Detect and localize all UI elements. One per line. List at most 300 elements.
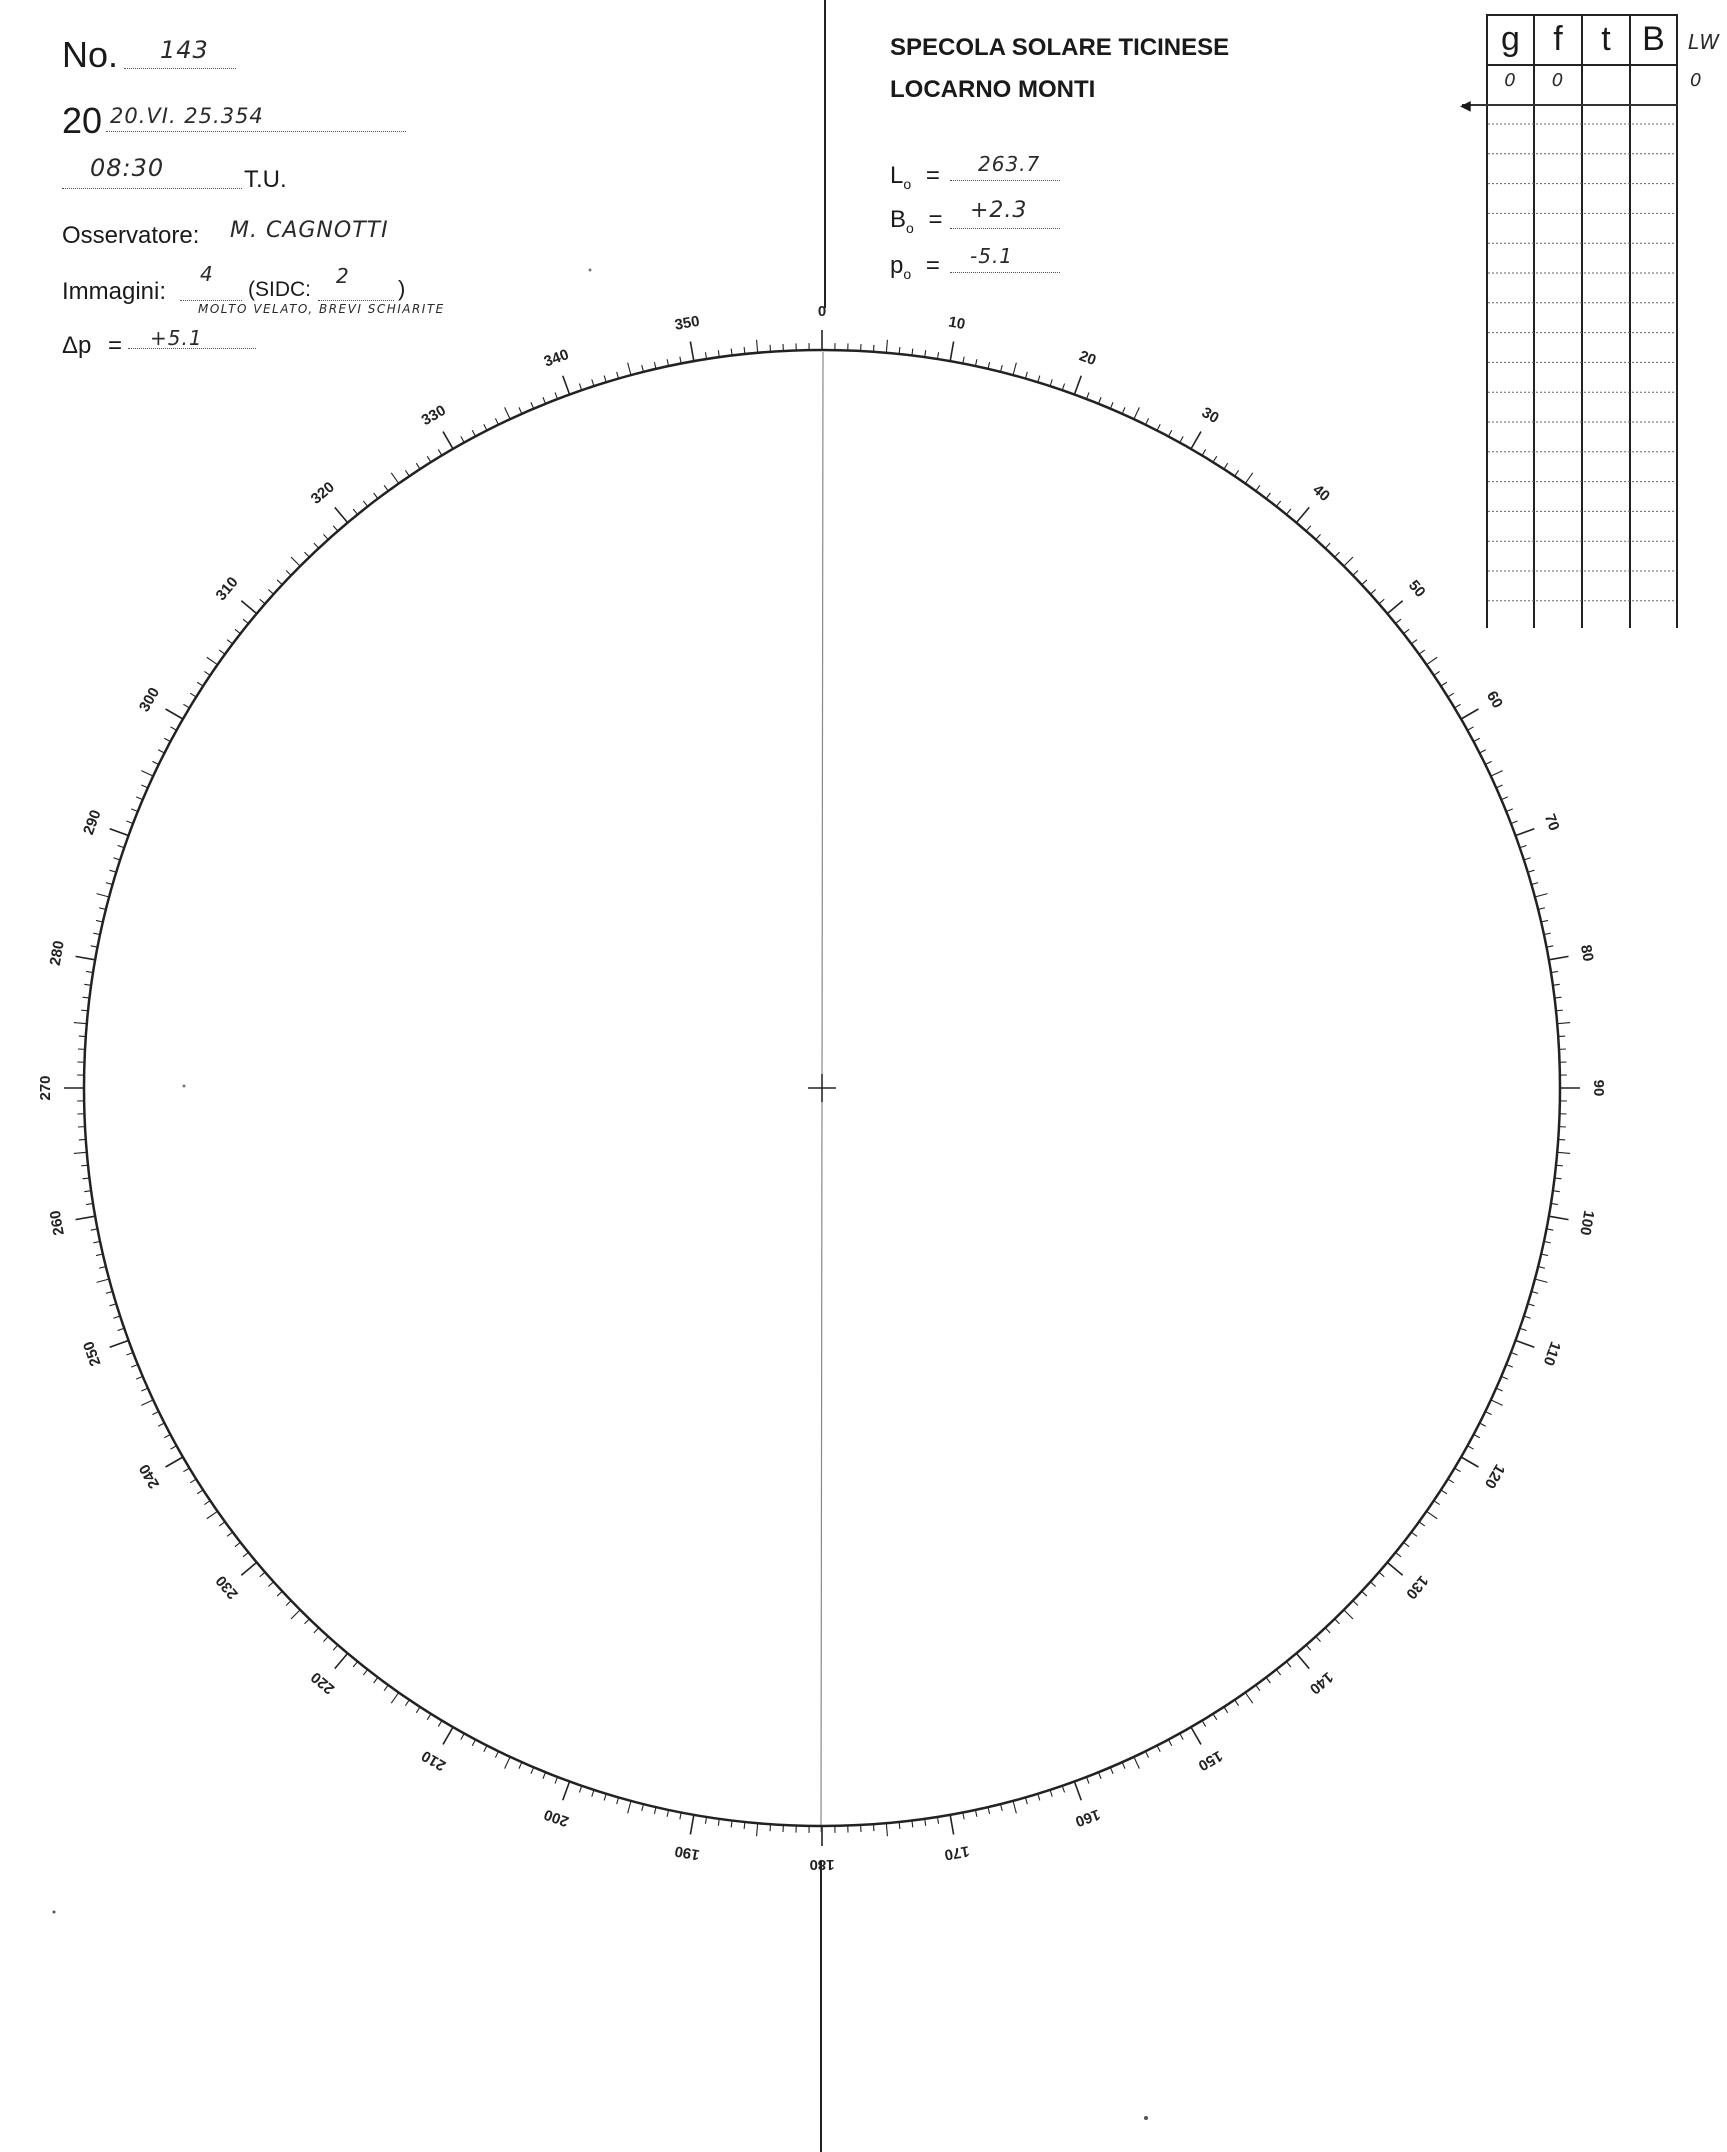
angle-tick: [1266, 1677, 1270, 1683]
angle-tick: [690, 1815, 693, 1835]
angle-tick: [304, 552, 309, 557]
angle-tick: [304, 1619, 309, 1624]
angle-tick: [1506, 1364, 1512, 1367]
angle-tick: [604, 376, 606, 383]
angle-tick: [141, 785, 147, 788]
angle-tick: [1296, 507, 1309, 522]
angle-label-100: 100: [1576, 1209, 1598, 1237]
angle-tick: [204, 1501, 210, 1505]
angle-tick: [1524, 1316, 1531, 1318]
angle-tick: [204, 671, 210, 675]
angle-tick: [667, 1810, 668, 1817]
no-value: 143: [160, 36, 209, 64]
angle-tick: [314, 1628, 319, 1633]
angle-tick: [1224, 463, 1228, 469]
angle-tick: [1491, 771, 1503, 776]
sidc-value: 2: [336, 264, 350, 288]
angle-tick: [950, 1815, 953, 1835]
angle-tick: [243, 1552, 248, 1556]
angle-tick: [1427, 1511, 1438, 1518]
angle-tick: [1511, 821, 1518, 824]
angle-tick: [1344, 557, 1353, 566]
dp-value: +5.1: [150, 326, 203, 350]
angle-tick: [628, 1801, 631, 1814]
angle-label-350: 350: [673, 312, 701, 334]
dp-eq: =: [108, 332, 123, 359]
angle-tick: [1353, 570, 1358, 575]
angle-tick: [1013, 1801, 1016, 1814]
row1-g: 0: [1504, 70, 1517, 91]
angle-tick: [1441, 1490, 1447, 1494]
angle-label-140: 140: [1306, 1668, 1337, 1698]
angle-tick: [1344, 1610, 1353, 1619]
angle-tick: [886, 1823, 887, 1836]
angle-tick: [1050, 1790, 1052, 1797]
angle-tick: [1461, 709, 1478, 719]
angle-tick: [353, 1662, 357, 1667]
angle-tick: [227, 1532, 233, 1536]
lw-value: 0: [1690, 70, 1703, 91]
angle-tick: [323, 534, 328, 539]
angle-tick: [1379, 599, 1384, 604]
angle-tick: [1235, 1700, 1239, 1706]
no-label: No.: [62, 34, 119, 75]
angle-tick: [166, 709, 183, 719]
angle-tick: [416, 1707, 420, 1713]
angle-tick: [1306, 526, 1311, 531]
p0-sub: o: [903, 265, 912, 282]
angle-tick: [1050, 379, 1052, 386]
angle-tick: [118, 1328, 125, 1330]
angle-label-340: 340: [541, 346, 572, 371]
angle-tick: [975, 359, 976, 366]
date-value: 20.VI. 25.354: [110, 104, 264, 128]
angle-tick: [1496, 785, 1502, 788]
angle-tick: [1411, 1532, 1417, 1536]
angle-tick: [654, 362, 656, 369]
angle-tick: [227, 640, 233, 644]
angle-tick: [484, 1746, 487, 1752]
angle-tick: [1496, 1388, 1502, 1391]
angle-tick: [1411, 640, 1417, 644]
angle-tick: [1168, 430, 1171, 436]
angle-tick: [1404, 1542, 1410, 1546]
angle-tick: [484, 424, 487, 430]
angle-tick: [1461, 1457, 1478, 1467]
angle-tick: [1528, 870, 1535, 872]
angle-tick: [416, 463, 420, 469]
row1-f: 0: [1551, 70, 1565, 91]
angle-tick: [899, 1822, 900, 1829]
angle-tick: [197, 1490, 203, 1494]
angle-tick: [96, 920, 103, 922]
angle-tick: [975, 1810, 976, 1817]
time-value: 08:30: [90, 154, 165, 182]
angle-label-130: 130: [1402, 1572, 1432, 1603]
angle-tick: [1213, 456, 1217, 462]
angle-tick: [1379, 1572, 1384, 1577]
angle-tick: [1520, 845, 1527, 847]
angle-label-20: 20: [1076, 347, 1099, 370]
images-value: 4: [200, 262, 214, 286]
b0-eq: =: [928, 206, 943, 233]
b0-label: B: [890, 206, 907, 233]
angle-tick: [1485, 1412, 1491, 1415]
angle-tick: [235, 629, 241, 633]
table-row-lines: [1488, 124, 1676, 601]
angle-tick: [170, 727, 176, 730]
l0-value: 263.7: [978, 152, 1041, 176]
angle-label-290: 290: [80, 807, 105, 838]
angle-tick: [110, 870, 117, 872]
angle-tick: [96, 1254, 103, 1256]
angle-tick: [136, 797, 142, 800]
angle-tick: [1434, 671, 1440, 675]
angle-tick: [1213, 1714, 1217, 1720]
angle-tick: [126, 821, 133, 824]
angle-label-210: 210: [418, 1746, 449, 1775]
angle-tick: [1286, 509, 1290, 514]
angle-tick: [126, 1352, 133, 1355]
angle-tick: [667, 359, 668, 366]
l0-sub: o: [903, 175, 912, 192]
images-label: Immagini:: [62, 278, 167, 305]
angle-tick: [543, 1772, 546, 1778]
angle-tick: [243, 619, 248, 623]
angle-tick: [1387, 1562, 1402, 1575]
angle-tick: [1325, 1628, 1330, 1633]
angle-label-310: 310: [212, 573, 242, 604]
angle-tick: [190, 1479, 196, 1483]
speck: [589, 269, 592, 272]
angle-label-190: 190: [673, 1842, 701, 1864]
angle-tick: [472, 1740, 475, 1746]
angle-tick: [333, 526, 338, 531]
angle-tick: [314, 543, 319, 548]
angle-tick: [1480, 1423, 1486, 1426]
angle-tick: [235, 1542, 241, 1546]
p0-value: -5.1: [970, 244, 1014, 268]
angle-label-40: 40: [1309, 481, 1334, 506]
angle-tick: [1098, 397, 1101, 403]
angle-tick: [1419, 650, 1425, 654]
lw-header: LW: [1688, 30, 1721, 54]
angle-label-230: 230: [212, 1572, 242, 1603]
angle-tick: [1544, 933, 1551, 934]
angle-tick: [81, 1010, 88, 1011]
angle-tick: [207, 657, 218, 664]
angle-tick: [1455, 704, 1461, 708]
angle-tick: [1266, 493, 1270, 499]
angle-tick: [113, 858, 120, 860]
angle-tick: [1122, 1762, 1125, 1768]
angle-tick: [76, 1216, 96, 1219]
angle-tick: [1353, 1601, 1358, 1606]
b0-sub: o: [906, 219, 914, 236]
angle-tick: [757, 1823, 758, 1836]
angle-tick: [988, 362, 990, 369]
angle-label-300: 300: [135, 684, 164, 715]
angle-tick: [1306, 1645, 1311, 1650]
angle-tick: [1146, 418, 1149, 424]
col-header-f: f: [1553, 20, 1563, 58]
angle-tick: [166, 1457, 183, 1467]
angle-tick: [1146, 1751, 1149, 1757]
angle-label-0: 0: [817, 302, 827, 320]
angle-tick: [374, 493, 378, 499]
angle-tick: [1157, 424, 1160, 430]
angle-tick: [1316, 1636, 1321, 1641]
angle-tick: [164, 1434, 170, 1437]
angle-tick: [505, 407, 510, 419]
angle-tick: [1511, 1352, 1518, 1355]
angle-tick: [268, 589, 273, 594]
angle-tick: [74, 1023, 87, 1024]
angle-tick: [1013, 363, 1016, 376]
angle-label-330: 330: [418, 401, 449, 430]
angle-tick: [563, 376, 570, 395]
angle-tick: [197, 682, 203, 686]
angle-tick: [260, 1572, 265, 1577]
l0-label: L: [890, 162, 904, 189]
angle-label-60: 60: [1482, 688, 1507, 712]
angle-tick: [1441, 682, 1447, 686]
angle-tick: [286, 570, 291, 575]
angle-tick: [1098, 1772, 1101, 1778]
p0-label: p: [890, 252, 904, 279]
angle-tick: [1325, 543, 1330, 548]
speck: [1144, 2116, 1148, 2120]
b0-value: +2.3: [970, 198, 1028, 223]
angle-tick: [654, 1807, 656, 1814]
angle-tick: [353, 509, 357, 514]
angle-tick: [219, 1522, 225, 1526]
angle-tick: [1038, 376, 1040, 383]
angle-tick: [628, 363, 631, 376]
angle-tick: [519, 407, 522, 413]
angle-tick: [335, 1653, 348, 1668]
angle-tick: [1427, 657, 1438, 664]
angle-tick: [384, 485, 388, 491]
angle-tick: [97, 894, 110, 897]
angle-label-170: 170: [943, 1842, 971, 1864]
angle-tick: [1520, 1328, 1527, 1330]
angle-tick: [190, 693, 196, 697]
angle-tick: [277, 580, 282, 585]
angle-tick: [207, 1511, 218, 1518]
angle-tick: [113, 1316, 120, 1318]
angle-tick: [291, 557, 300, 566]
angle-tick: [183, 1468, 189, 1472]
angle-tick: [363, 1670, 367, 1676]
angle-tick: [1276, 501, 1280, 507]
angle-tick: [1086, 1777, 1089, 1784]
angle-tick: [579, 1786, 581, 1793]
angle-label-110: 110: [1539, 1339, 1564, 1368]
angle-tick: [495, 418, 498, 424]
angle-tick: [1062, 1786, 1064, 1793]
angle-tick: [505, 1757, 510, 1769]
angle-tick: [1276, 1670, 1280, 1676]
angle-tick: [333, 1645, 338, 1650]
angle-tick: [1455, 1468, 1461, 1472]
angle-tick: [1256, 485, 1260, 491]
angle-tick: [1122, 407, 1125, 413]
speck: [53, 1911, 56, 1914]
angle-tick: [1541, 920, 1548, 922]
angle-tick: [1549, 1216, 1569, 1219]
angle-tick: [1474, 738, 1480, 741]
angle-tick: [1528, 1304, 1535, 1306]
angle-tick: [158, 1423, 164, 1426]
angle-tick: [384, 1685, 388, 1691]
angle-tick: [363, 501, 367, 507]
angle-tick: [1501, 1376, 1507, 1379]
angle-tick: [744, 1822, 745, 1829]
angle-tick: [1202, 1721, 1206, 1727]
angle-tick: [152, 1412, 158, 1415]
angle-tick: [461, 1733, 464, 1739]
angle-tick: [1501, 797, 1507, 800]
angle-tick: [1524, 858, 1531, 860]
angle-tick: [604, 1794, 606, 1801]
angle-tick: [141, 1388, 147, 1391]
angle-tick: [1074, 376, 1081, 395]
angle-tick: [886, 340, 887, 353]
angle-tick: [286, 1601, 291, 1606]
angle-label-260: 260: [46, 1209, 68, 1237]
angle-tick: [579, 384, 581, 391]
angle-tick: [1180, 1733, 1183, 1739]
angle-tick: [158, 750, 164, 753]
year-prefix: 20: [62, 100, 103, 141]
angle-tick: [1157, 1746, 1160, 1752]
angle-tick: [1544, 1241, 1551, 1242]
angle-tick: [438, 1721, 442, 1727]
angle-tick: [1335, 552, 1340, 557]
angle-tick: [592, 379, 594, 386]
angle-label-250: 250: [80, 1338, 105, 1369]
angle-tick: [427, 456, 431, 462]
angle-tick: [555, 392, 558, 399]
angle-tick: [1506, 809, 1512, 812]
angle-tick: [110, 1304, 117, 1306]
angle-label-70: 70: [1540, 811, 1563, 834]
angle-tick: [268, 1582, 273, 1587]
angle-label-270: 270: [36, 1075, 54, 1101]
angle-tick: [1062, 384, 1064, 391]
angle-tick: [1404, 629, 1410, 633]
angle-tick: [1038, 1794, 1040, 1801]
institution-name: SPECOLA SOLARE TICINESE: [890, 34, 1230, 61]
angle-tick: [988, 1807, 990, 1814]
angle-tick: [592, 1790, 594, 1797]
angle-tick: [152, 761, 158, 764]
sidc-label: (SIDC:: [248, 278, 311, 301]
angle-tick: [110, 829, 129, 836]
angle-tick: [76, 956, 96, 959]
angle-tick: [141, 771, 153, 776]
angle-tick: [563, 1781, 570, 1800]
angle-tick: [519, 1762, 522, 1768]
dp-label: Δp: [62, 332, 92, 359]
angle-tick: [531, 1767, 534, 1773]
angle-tick: [1256, 1685, 1260, 1691]
angle-tick: [405, 1700, 409, 1706]
angle-tick: [1535, 1279, 1548, 1282]
angle-tick: [1556, 1010, 1563, 1011]
angle-tick: [1086, 392, 1089, 399]
angle-tick: [1191, 432, 1201, 449]
angle-tick: [1370, 1582, 1375, 1587]
angle-tick: [744, 347, 745, 354]
angle-tick: [1316, 534, 1321, 539]
angle-tick: [136, 1376, 142, 1379]
angle-tick: [1467, 1446, 1473, 1449]
l0-eq: =: [925, 162, 940, 189]
angle-tick: [391, 473, 398, 484]
angle-tick: [1491, 1400, 1503, 1405]
angle-label-220: 220: [307, 1668, 338, 1698]
angle-tick: [1557, 1023, 1570, 1024]
angle-label-180: 180: [809, 1856, 835, 1874]
angle-tick: [1535, 894, 1548, 897]
angle-tick: [277, 1591, 282, 1596]
angle-tick: [1549, 956, 1569, 959]
angle-tick: [438, 449, 442, 455]
angle-tick: [1362, 580, 1367, 585]
angle-tick: [1515, 829, 1534, 836]
angle-tick: [555, 1777, 558, 1784]
angle-tick: [1074, 1781, 1081, 1800]
angle-label-320: 320: [307, 478, 338, 508]
angle-label-160: 160: [1072, 1805, 1103, 1830]
table-arrow-head: ◀: [1460, 97, 1471, 113]
angle-label-280: 280: [46, 939, 68, 967]
angle-tick: [93, 933, 100, 934]
angle-tick: [1202, 449, 1206, 455]
angle-tick: [1224, 1707, 1228, 1713]
tu-label: T.U.: [244, 166, 287, 193]
observer-value: M. CAGNOTTI: [230, 218, 389, 243]
angle-tick: [1362, 1591, 1367, 1596]
angle-tick: [1557, 1152, 1570, 1153]
angle-tick: [472, 430, 475, 436]
angle-tick: [241, 601, 256, 614]
p0-eq: =: [925, 252, 940, 279]
angle-tick: [1286, 1662, 1290, 1667]
angle-tick: [141, 1400, 153, 1405]
angle-tick: [1434, 1501, 1440, 1505]
angle-label-240: 240: [135, 1461, 164, 1492]
angle-tick: [443, 432, 453, 449]
angle-tick: [461, 436, 464, 442]
angle-label-80: 80: [1576, 943, 1597, 963]
angle-tick: [93, 1241, 100, 1242]
angle-tick: [1541, 1254, 1548, 1256]
angle-tick: [1396, 1552, 1401, 1556]
angle-tick: [110, 1340, 129, 1347]
angle-label-50: 50: [1404, 577, 1429, 601]
angle-label-90: 90: [1590, 1079, 1608, 1097]
observation-note: MOLTO VELATO, BREVI SCHIARITE: [198, 302, 445, 316]
angle-tick: [1110, 1767, 1113, 1773]
speck: [183, 1085, 186, 1088]
angle-tick: [374, 1677, 378, 1683]
angle-tick: [1370, 589, 1375, 594]
angle-label-120: 120: [1480, 1461, 1509, 1492]
angle-label-150: 150: [1195, 1746, 1226, 1775]
